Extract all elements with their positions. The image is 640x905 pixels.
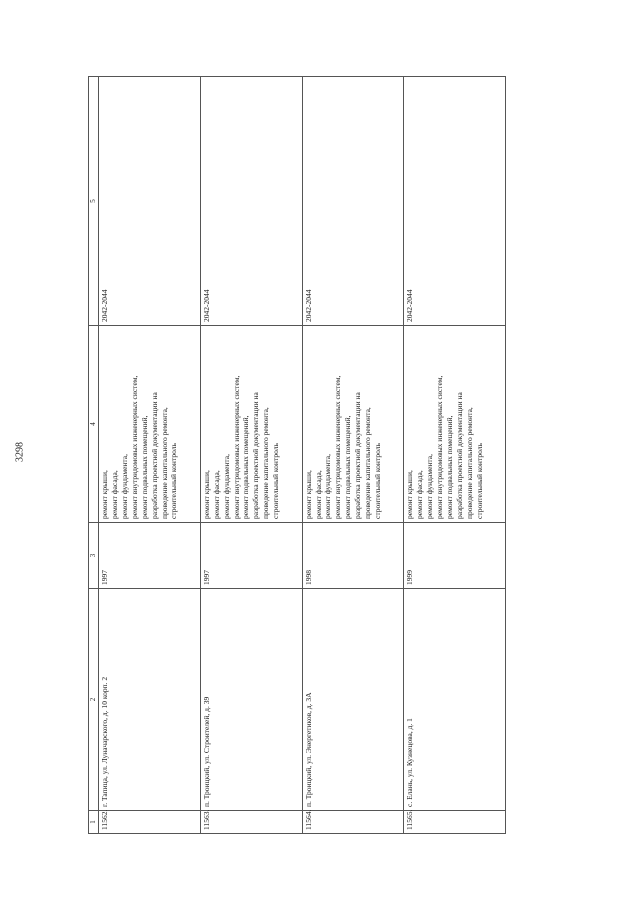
year-cell: 1998 [302, 523, 404, 589]
column-header-3: 3 [89, 523, 99, 589]
year-cell: 1997 [200, 523, 302, 589]
period-cell: 2042-2044 [302, 77, 404, 326]
works-cell: ремонт крыши, ремонт фасада, ремонт фундамента, ремонт внутридомовых инженерных систем, ремонт подвальных помещений, разработка проектной документации на проведение капитального ремонта, строительный контроль [404, 326, 506, 523]
address-cell: г. Тапица, ул. Луначарского, д. 10 корп. 2 [99, 589, 201, 811]
row-number: 11563. [200, 811, 302, 834]
page-number: 3298 [14, 442, 26, 462]
year-cell: 1997 [99, 523, 201, 589]
table-row [404, 77, 506, 834]
row-number: 11565. [404, 811, 506, 834]
rotated-table-container [88, 77, 506, 834]
table-row [200, 77, 302, 834]
address-cell: с. Елань, ул. Кузнецова, д. 1 [404, 589, 506, 811]
address-cell: п. Троицкий, ул. Энергетиков, д. 3А [302, 589, 404, 811]
row-number: 11562. [99, 811, 201, 834]
column-header-5: 5 [89, 77, 99, 326]
table-row [302, 77, 404, 834]
works-cell: ремонт крыши, ремонт фасада, ремонт фундамента, ремонт внутридомовых инженерных систем, ремонт подвальных помещений, разработка проектной документации на проведение капитального ремонта, строительный контроль [99, 326, 201, 523]
period-cell: 2042-2044 [200, 77, 302, 326]
row-number: 11564. [302, 811, 404, 834]
address-cell: п. Троицкий, ул. Строителей, д. 39 [200, 589, 302, 811]
column-header-4: 4 [89, 326, 99, 523]
period-cell: 2042-2044 [99, 77, 201, 326]
repair-plan-table [88, 76, 506, 834]
period-cell: 2042-2044 [404, 77, 506, 326]
works-cell: ремонт крыши, ремонт фасада, ремонт фундамента, ремонт внутридомовых инженерных систем, ремонт подвальных помещений, разработка проектной документации на проведение капитального ремонта, строительный контроль [200, 326, 302, 523]
works-cell: ремонт крыши, ремонт фасада, ремонт фундамента, ремонт внутридомовых инженерных систем, ремонт подвальных помещений, разработка проектной документации на проведение капитального ремонта, строительный контроль [302, 326, 404, 523]
column-header-1: 1 [89, 811, 99, 834]
column-number-row [89, 77, 99, 834]
column-header-2: 2 [89, 589, 99, 811]
year-cell: 1999 [404, 523, 506, 589]
table-row [99, 77, 201, 834]
